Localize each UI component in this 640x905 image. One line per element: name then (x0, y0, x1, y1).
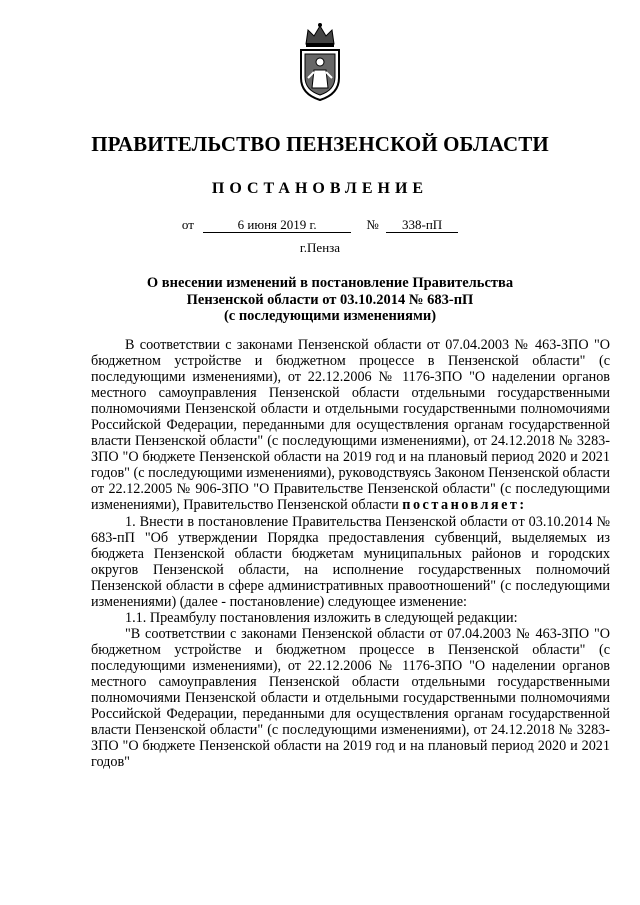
document-date: 6 июня 2019 г. (203, 218, 351, 233)
document-body (91, 337, 610, 770)
quoted-preamble: "В соответствии с законами Пензенской области от 07.04.2003 № 463-ЗПО "О бюджетном устройстве и бюджетном процессе в Пензенской области" (с последующими изменениями), от 22.12.2006 № 1176-ЗПО "О наделении органов местного самоуправления Пензенской области отдельными государственными полномочиями Пензенской области и отдельными государственными полномочиями Российской Федерации, переданными для осуществления органам государственной власти Пензенской области" (с последующими изменениями), от 24.12.2018 № 3283-ЗПО "О бюджете Пензенской области на 2019 год и на плановый период 2020 и 2021 годов" (91, 625, 610, 771)
subject-line: О внесении изменений в постановление Правительства (146, 275, 514, 291)
number-prefix: № (366, 217, 379, 232)
subject-line: (с последующими изменениями) (223, 308, 437, 324)
item-1: 1. Внести в постановление Правительства Пензенской области от 03.10.2014 № 683-пП "Об утверждении Порядка предоставления субвенций, выделяемых из бюджета Пензенской области бюджетам муниципальных районов и городских округов Пензенской области, на исполнение государственных полномочий Пензенской области в сфере административных правоотношений" (с последующими изменениями) (далее - постановление) следующее изменение: (91, 513, 610, 610)
organization-title: ПРАВИТЕЛЬСТВО ПЕНЗЕНСКОЙ ОБЛАСТИ (91, 132, 549, 156)
coat-of-arms-icon (296, 22, 344, 102)
item-1-1: 1.1. Преамбулу постановления изложить в следующей редакции: (125, 609, 518, 626)
document-number: 338-пП (386, 218, 458, 233)
intro-text: В соответствии с законами Пензенской области от 07.04.2003 № 463-ЗПО "О бюджетном устройстве и бюджетном процессе в Пензенской области" (с последующими изменениями), от 22.12.2006 № 1176-ЗПО "О наделении органов местного самоуправления Пензенской области отдельными государственными полномочиями Пензенской области и отдельными государственными полномочиями Российской Федерации, переданными для осуществления органам государственной власти Пензенской области" (с последующими изменениями), от 24.12.2018 № 3283-ЗПО "О бюджете Пензенской области на 2019 год и на плановый период 2020 и 2021 годов" (с последующими изменениями), руководствуясь Законом Пензенской области от 22.12.2005 № 906-ЗПО "О Правительстве Пензенской области" (с последующими изменениями), Правительство Пензенской области (91, 337, 610, 514)
document-subject (60, 275, 600, 325)
place-of-issue: г.Пенза (299, 240, 341, 255)
subject-line: Пензенской области от 03.10.2014 № 683-пП (186, 291, 474, 308)
date-number-line (0, 217, 640, 233)
intro-paragraph (91, 337, 610, 514)
decree-word: постановляет: (402, 497, 527, 514)
date-prefix: от (181, 217, 194, 232)
document-type: ПОСТАНОВЛЕНИЕ (211, 180, 429, 197)
